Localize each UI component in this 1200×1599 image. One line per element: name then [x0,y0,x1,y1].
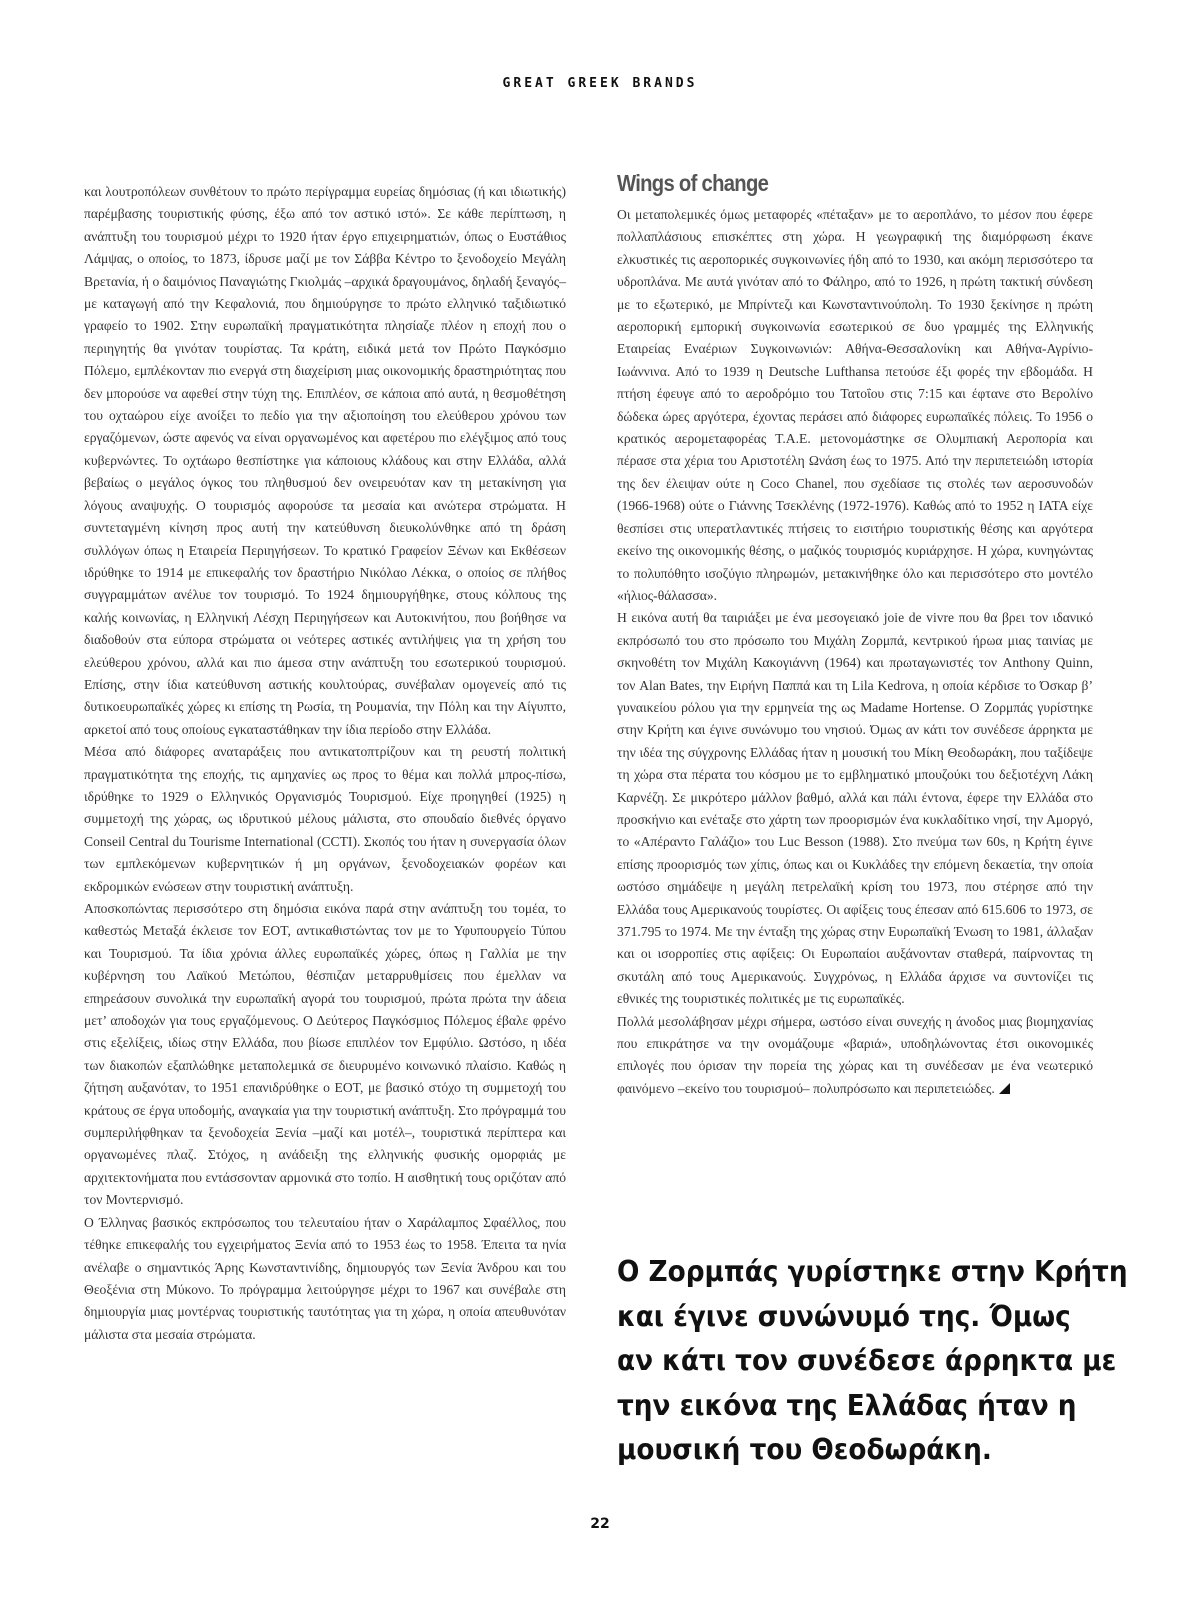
magazine-header: GREAT GREEK BRANDS [502,76,698,91]
section-title: Wings of change [617,170,769,196]
final-paragraph-text: Πολλά μεσολάβησαν μέχρι σήμερα, ωστόσο είναι συνεχής η άνοδος μιας βιομηχανίας που επικράτησε να την ονομάζουμε «βαριά», υποδηλώνοντας έτσι οικονομικές επιλογές που όρισαν την πορεία της χώρας και τη συνέδεσαν με ένα νεωτερικό φαινόμενο –εκείνο του τουρισμού– πολυπρόσωπο και περιπετειώδες. [617,1013,1093,1096]
pull-quote [617,1250,1128,1473]
page-number: 22 [590,1516,610,1532]
body-paragraph-final [617,1011,1093,1101]
pull-quote-line: την εικόνα της Ελλάδας ήταν η [617,1388,1077,1422]
right-text-column [617,204,1093,1100]
body-paragraph: Μέσα από διάφορες αναταράξεις που αντικατοπτρίζουν και τη ρευστή πολιτική πραγματικότητα της εποχής, τις αμηχανίες ως προς το θέμα και πολλά μπρος-πίσω, ιδρύθηκε το 1929 ο Ελληνικός Οργανισμός Τουρισμού. Είχε προηγηθεί (1925) η συμμετοχή της χώρας, ως ιδρυτικού μέλους μάλιστα, στο σπουδαίο διεθνές όργανο Conseil Central du Tourisme International (CCTI). Σκοπός του ήταν η συνεργασία όλων των εμπλεκόμενων κυβερνητικών ή μη οργάνων, ξενοδοχειακών φορέων και εκδρομικών ενώσεων στην τουριστική ανάπτυξη. [84,744,566,894]
end-of-article-icon [999,1083,1010,1094]
body-paragraph: Ο Έλληνας βασικός εκπρόσωπος του τελευταίου ήταν ο Χαράλαμπος Σφαέλλος, που τέθηκε επικεφαλής του εγχειρήματος Ξενία από το 1953 έως το 1958. Έπειτα τα ηνία ανέλαβε ο σημαντικός Άρης Κωνσταντινίδης, δημιουργός των Ξενία Άνδρου και του Θεοξένια στη Μύκονο. Το πρόγραμμα λειτούργησε μέχρι το 1967 και συνέβαλε στη δημιουργία μιας μοντέρνας τουριστικής ταυτότητας για τη χώρα, η οποία απευθυνόταν μάλιστα στα μεσαία στρώματα. [84,1214,566,1342]
left-text-column [84,181,566,1346]
body-paragraph: Αποσκοπώντας περισσότερο στη δημόσια εικόνα παρά στην ανάπτυξη του τομέα, το καθεστώς Μεταξά έκλεισε τον ΕΟΤ, αντικαθιστώντας τον με το Υφυπουργείο Τύπου και Τουρισμού. Τα ίδια χρόνια άλλες ευρωπαϊκές χώρες, όπως η Γαλλία με την κυβέρνηση του Λαϊκού Μετώπου, θέσπιζαν μεταρρυθμίσεις που έμελλαν να επηρεάσουν συνολικά την ευρωπαϊκή αγορά του τουρισμού, πρώτα πρώτα την άδεια μετ’ αποδοχών για τους εργαζόμενους. Ο Δεύτερος Παγκόσμιος Πόλεμος έβαλε φρένο στις εξελίξεις, ιδίως στην Ελλάδα, που βίωσε επιπλέον τον Εμφύλιο. Ωστόσο, η ιδέα των διακοπών εξαπλώθηκε μεταπολεμικά σε διευρυμένο κοινωνικό πλαίσιο. Καθώς η ζήτηση αυξανόταν, το 1951 επανιδρύθηκε ο ΕΟΤ, με βασικό στόχο τη συμμετοχή του κράτους σε έργα υποδομής, αναγκαία για την τουριστική ανάπτυξη. Στο πρόγραμμά του συμπεριλήφθηκαν τα ξενοδοχεία Ξενία –μαζί και μοτέλ–, τουριστικά περίπτερα και οργανωμένες πλαζ. Στόχος, η ανάδειξη της ελληνικής φυσικής ομορφιάς με αρχιτεκτονήματα που εντάσσονταν αρμονικά στο τοπίο. Η αισθητική τους οριζόταν από τον Μοντερνισμό. [84,901,566,1208]
body-paragraph: Η εικόνα αυτή θα ταιριάξει με ένα μεσογειακό joie de vivre που θα βρει τον ιδανικό εκπρόσωπό του στο πρόσωπο του Μιχάλη Ζορμπά, κεντρικού ήρωα μιας ταινίας με σκηνοθέτη τον Μιχάλη Κακογιάννη (1964) και πρωταγωνιστές τον Anthony Quinn, τον Alan Bates, την Ειρήνη Παππά και τη Lila Kedrova, η οποία κέρδισε το Όσκαρ β’ γυναικείου ρόλου για την ερμηνεία της ως Madame Hortense. Ο Ζορμπάς γυρίστηκε στην Κρήτη και έγινε συνώνυμο του νησιού. Όμως αν κάτι τον συνέδεσε άρρηκτα με την ιδέα της σύγχρονης Ελλάδας ήταν η μουσική του Μίκη Θεοδωράκη, που ταξίδεψε τη χώρα στα πέρατα του κόσμου με το εμβληματικό μπουζούκι του δεξιοτέχνη Λάκη Καρνέζη. Σε μικρότερο μάλλον βαθμό, αλλά και πάλι έντονα, έφερε την Ελλάδα στο προσκήνιο και ενέταξε στο χάρτη των προορισμών ένα κυκλαδίτικο νησί, την Αμοργό, το «Απέραντο Γαλάζιο» του Luc Besson (1988). Στο πνεύμα των 60s, η Κρήτη έγινε επίσης προορισμός των χίπις, όπως και οι Κυκλάδες την επόμενη δεκαετία, την οποία ωστόσο σημάδεψε η μεγάλη πετρελαϊκή κρίση του 1973, που στέρησε από την Ελλάδα τους Αμερικανούς τουρίστες. Οι αφίξεις τους έπεσαν από 615.606 το 1973, σε 371.795 το 1974. Με την ένταξη της χώρας στην Ευρωπαϊκή Ένωση το 1981, άλλαξαν και οι ισορροπίες στις αφίξεις: Οι Ευρωπαίοι αυξάνονταν σταθερά, παίρνοντας τη σκυτάλη από τους Αμερικανούς. Συγχρόνως, η Ελλάδα άρχισε να συντονίζει τις εθνικές της τουριστικές πολιτικές με τις ευρωπαϊκές. [617,610,1093,1007]
pull-quote-line: μουσική του Θεοδωράκη. [617,1433,992,1466]
pull-quote-line: και έγινε συνώνυμό της. Όμως [617,1299,1071,1333]
body-paragraph: Οι μεταπολεμικές όμως μεταφορές «πέταξαν» με το αεροπλάνο, το μέσον που έφερε πολλαπλάσιους επισκέπτες στη χώρα. Η γεωγραφική της διαμόρφωση έκανε ελκυστικές τις αεροπορικές συγκοινωνίες ήδη από το 1930, και ακόμη περισσότερο τα υδροπλάνα. Με αυτά γινόταν από το Φάληρο, από το 1926, η πρώτη τακτική σύνδεση με το εξωτερικό, με Μπρίντεζι και Κωνσταντινούπολη. Το 1930 ξεκίνησε η πρώτη αεροπορική εμπορική συγκοινωνία εσωτερικού σε δυο γραμμές της Ελληνικής Εταιρείας Εναέριων Συγκοινωνιών: Αθήνα-Θεσσαλονίκη και Αθήνα-Αγρίνιο-Ιωάννινα. Από το 1939 η Deutsche Lufthansa πετούσε έξι φορές την εβδομάδα. Η πτήση έφευγε από το αεροδρόμιο του Τατοΐου στις 7:15 και έφτανε στο Βερολίνο δώδεκα ώρες αργότερα, έχοντας περάσει από διάφορες ευρωπαϊκές πόλεις. Το 1956 ο κρατικός αερομεταφορέας Τ.Α.Ε. μετονομάστηκε σε Ολυμπιακή Αεροπορία και πέρασε στα χέρια του Αριστοτέλη Ωνάση έως το 1975. Από την περιπετειώδη ιστορία της δεν έλειψαν ούτε η Coco Chanel, που σχεδίασε τις στολές των αεροσυνοδών (1966-1968) ούτε ο Γιάννης Τσεκλένης (1972-1976). Καθώς από το 1952 η ΙΑΤΑ είχε θεσπίσει στις υπερατλαντικές πτήσεις το εισιτήριο τουριστικής θέσης και αργότερα εκείνο της οικονομικής θέσης, ο μαζικός τουρισμός κυριάρχησε. Η χώρα, κυνηγώντας το πολυπόθητο ισοζύγιο πληρωμών, μετακινήθηκε όλο και περισσότερο στο μοντέλο «ήλιος-θάλασσα». [617,207,1093,603]
pull-quote-line: αν κάτι τον συνέδεσε άρρηκτα με [617,1344,1117,1377]
body-paragraph: και λουτροπόλεων συνθέτουν το πρώτο περίγραμμα ευρείας δημόσιας (ή και ιδιωτικής) παρέμβασης τουριστικής φύσης, έξω από τον αστικό ιστό». Σε κάθε περίπτωση, η ανάπτυξη του τουρισμού μέχρι το 1920 ήταν έργο επιχειρηματιών, όπως ο Ευστάθιος Λάμψας, ο οποίος, το 1873, ίδρυσε μαζί με τον Σάββα Κέντρο το ξενοδοχείο Μεγάλη Βρετανία, ή ο δαιμόνιος Παναγιώτης Γκιολμάς –αρχικά δραγουμάνος, δηλαδή ξεναγός– με καταγωγή από την Κεφαλονιά, που δημιούργησε το πρώτο ελληνικό ταξιδιωτικό γραφείο το 1902. Στην ευρωπαϊκή πραγματικότητα πλησίαζε πλέον η εποχή που ο περιηγητής θα γινόταν τουρίστας. Τα κράτη, ειδικά μετά τον Πρώτο Παγκόσμιο Πόλεμο, εμπλέκονταν πιο ενεργά στη διαχείριση μιας οικονομικής δραστηριότητας που δεν μπορούσε να αφεθεί στην τύχη της. Επιπλέον, σε κάποια από αυτά, η θεσμοθέτηση του οχταώρου είχε ανοίξει το πεδίο για την αξιοποίηση του ελεύθερου χρόνου των εργαζόμενων, ώστε αφενός να είναι οργανωμένος και αφετέρου πιο ελέγξιμος από τους κυβερνώντες. Το οχτάωρο θεσπίστηκε για κάποιους κλάδους και στην Ελλάδα, αλλά βεβαίως ο μεγάλος όγκος του πληθυσμού δεν ονειρευόταν καν τη μετακίνηση για λόγους αναψυχής. Ο τουρισμός αφορούσε τα μεσαία και ανώτερα στρώματα. Η συντεταγμένη κίνηση προς αυτή την κατεύθυνση διευκολύνθηκε από τη δράση συλλόγων όπως η Εταιρεία Περιηγήσεων. Το κρατικό Γραφείον Ξένων και Εκθέσεων ιδρύθηκε το 1914 με επικεφαλής τον δραστήριο Νικόλαο Λέκκα, ο οποίος σε πλήθος συγγραμμάτων ανέλυε τον τουρισμό. Το 1924 δημιουργήθηκε, στους κόλπους της καλής κοινωνίας, η Ελληνική Λέσχη Περιηγήσεων και Αυτοκινήτου, που βοήθησε να διαδοθούν στα εύπορα στρώματα οι νεότερες αστικές αντιλήψεις για τη χρήση του ελεύθερου χρόνου, αλλά και πιο άμεσα στην ανάπτυξη του εσωτερικού τουρισμού. Επίσης, στην ίδια κατεύθυνση αστικής κουλτούρας, συνέβαλαν ομογενείς από τις δυτικοευρωπαϊκές χώρες κι επίσης τη Ρωσία, τη Ρουμανία, την Πόλη και την Αίγυπτο, αρκετοί από τους οποίους εγκαταστάθηκαν την ίδια περίοδο στην Ελλάδα. [84,184,566,737]
pull-quote-line: Ο Ζορμπάς γυρίστηκε στην Κρήτη [617,1255,1128,1288]
